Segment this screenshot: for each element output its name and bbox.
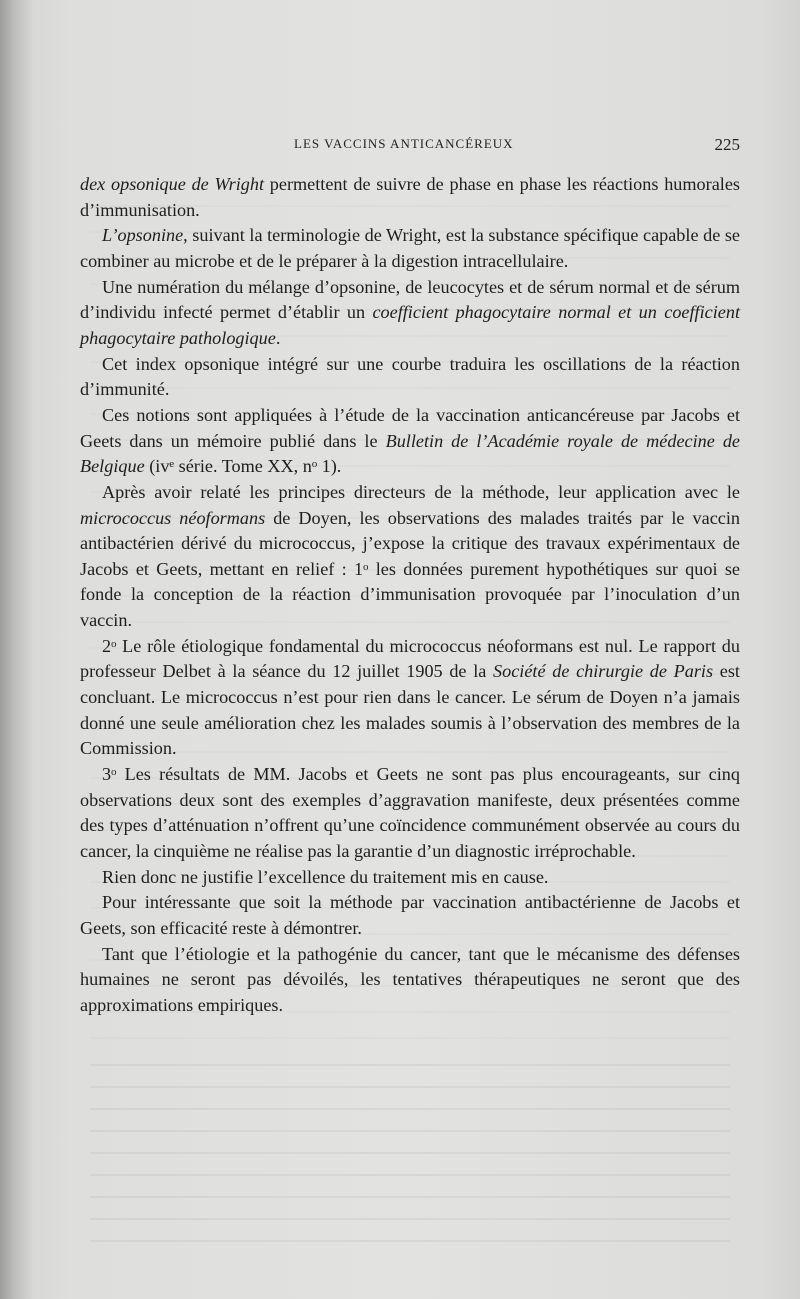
text-segment: est concluant. Le micrococcus n’est pour rien dans le cancer. Le sérum de Doyen n’a jamais donné une seule amélioration chez les malades soumis à l’observation des membres de la Commission.: [80, 661, 740, 759]
paragraph-p8: [80, 762, 740, 864]
page-number: 225: [714, 135, 740, 154]
paragraph-p11: [80, 942, 740, 1019]
text-segment: Cet index opsonique intégré sur une courbe traduira les oscillations de la réaction d’immunité.: [80, 353, 740, 400]
text-segment: , suivant la terminologie de Wright, est la substance spécifique capable de se combiner au microbe et de le préparer à la digestion intracellulaire.: [80, 225, 740, 271]
text-segment: Pour intéressante que soit la méthode par vaccination antibactérienne de Jacobs et Geets, son efficacité reste à démontrer.: [80, 892, 740, 938]
paragraph-p5: [80, 403, 740, 480]
italic-text: dex opsonique de Wright: [80, 174, 265, 194]
italic-text: Bulletin de l’Académie royale de médecine de Belgique: [80, 430, 740, 477]
paragraph-p6: [80, 480, 740, 634]
paragraph-p7: [80, 634, 740, 762]
body-text: [80, 172, 740, 1018]
text-segment: de Doyen, les observations des malades traités par le vaccin antibactérien dérivé du micrococcus, j’expose la critique des travaux expérimentaux de Jacobs et Geets, mettant en relief : 1ᵒ les données purement hypothétiques sur quoi se fonde la conception de la réaction d’immunisation provoquée par l’inoculation d’un vaccin.: [80, 507, 740, 631]
paragraph-p9: [80, 865, 740, 891]
text-segment: Tant que l’étiologie et la pathogénie du cancer, tant que le mécanisme des défenses humaines ne seront pas dévoilés, les tentatives thérapeutiques ne seront que des approximations empiriques.: [80, 943, 740, 1015]
text-segment: Une numération du mélange d’opsonine, de leucocytes et de sérum normal et de sérum d’individu infecté permet d’établir un: [80, 276, 740, 323]
text-segment: .: [275, 327, 281, 348]
italic-text: Société de chirurgie de Paris: [493, 661, 714, 682]
running-title: LES VACCINS ANTICANCÉREUX: [294, 136, 514, 151]
text-segment: (ivᵉ série. Tome XX, nᵒ 1).: [144, 456, 342, 477]
italic-text: coefficient phagocytaire normal et un coefficient phagocytaire pathologique: [80, 302, 740, 348]
text-segment: Ces notions sont appliquées à l’étude de la vaccination anticancéreuse par Jacobs et Geets dans un mémoire publié dans le: [80, 405, 740, 451]
paragraph-p3: [80, 275, 740, 352]
paragraph-p10: [80, 890, 740, 941]
text-segment: Après avoir relaté les principes directeurs de la méthode, leur application avec le: [102, 482, 740, 503]
text-segment: 2ᵒ Le rôle étiologique fondamental du micrococcus néoformans est nul. Le rapport du professeur Delbet à la séance du 12 juillet 1905 de la: [80, 635, 740, 682]
text-segment: permettent de suivre de phase en phase les réactions humorales d’immunisation.: [80, 174, 740, 220]
show-through-text-lower: [90, 1050, 730, 1250]
page-header: [80, 136, 740, 158]
text-segment: 3ᵒ Les résultats de MM. Jacobs et Geets ne sont pas plus encourageants, sur cinq observations deux sont des exemples d’aggravation manifeste, deux présentées comme des types d’atténuation n’offrent qu’une coïncidence communément observée au cours du cancer, la cinquième ne réalise pas la garantie d’un diagnostic irréprochable.: [80, 763, 740, 861]
text-segment: Rien donc ne justifie l’excellence du traitement mis en cause.: [102, 866, 549, 887]
paragraph-p2: [80, 223, 740, 274]
italic-text: micrococcus néoformans: [80, 507, 266, 528]
paragraph-p1: [80, 172, 740, 223]
italic-text: L’opsonine: [102, 225, 184, 246]
paragraph-p4: [80, 352, 740, 403]
